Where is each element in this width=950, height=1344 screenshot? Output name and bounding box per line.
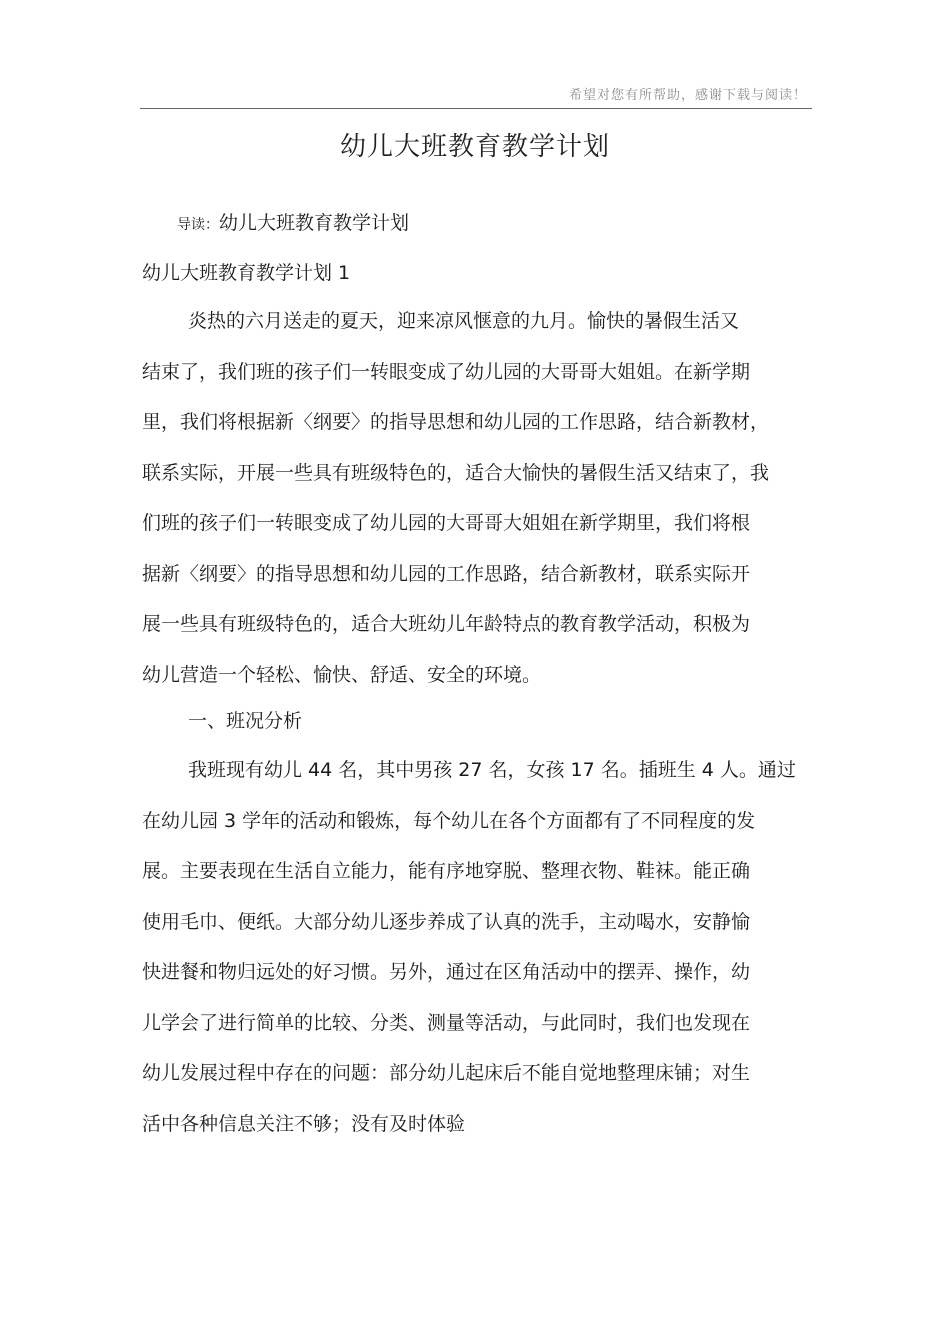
paragraph-line: 在幼儿园 3 学年的活动和锻炼，每个幼儿在各个方面都有了不同程度的发: [142, 809, 756, 832]
paragraph-intro: [142, 296, 814, 700]
paragraph-line: 展。主要表现在生活自立能力，能有序地穿脱、整理衣物、鞋袜。能正确: [142, 860, 751, 882]
header-divider: [140, 108, 812, 109]
paragraph-line: 幼儿营造一个轻松、愉快、舒适、安全的环境。: [142, 663, 542, 686]
document-title: 幼儿大班教育教学计划: [339, 132, 610, 162]
header-note: 希望对您有所帮助，感谢下载与阅读！: [568, 88, 807, 103]
lead-label: 导读：: [177, 217, 219, 233]
section-subheading: 幼儿大班教育教学计划 1: [142, 262, 351, 284]
paragraph-line: 使用毛巾、便纸。大部分幼儿逐步养成了认真的洗手，主动喝水，安静愉: [142, 910, 751, 933]
lead-text: 幼儿大班教育教学计划: [219, 212, 410, 234]
paragraph-line: 里，我们将根据新〈纲要〉的指导思想和幼儿园的工作思路，结合新教材，: [142, 411, 770, 433]
paragraph-line: 结束了，我们班的孩子们一转眼变成了幼儿园的大哥哥大姐姐。在新学期: [142, 360, 751, 383]
paragraph-line: 活中各种信息关注不够；没有及时体验: [142, 1112, 466, 1135]
paragraph-line: 幼儿发展过程中存在的问题：部分幼儿起床后不能自觉地整理床铺；对生: [142, 1062, 751, 1084]
paragraph-class-analysis: [142, 745, 814, 1149]
section-heading-block: [142, 696, 814, 747]
paragraph-line: 炎热的六月送走的夏天，迎来凉风惬意的九月。愉快的暑假生活又: [188, 310, 740, 332]
paragraph-line: 我班现有幼儿 44 名，其中男孩 27 名，女孩 17 名。插班生 4 人。通过: [188, 759, 796, 781]
paragraph-line: 展一些具有班级特色的，适合大班幼儿年龄特点的教育教学活动，积极为: [142, 613, 751, 635]
paragraph-line: 们班的孩子们一转眼变成了幼儿园的大哥哥大姐姐在新学期里，我们将根: [142, 512, 751, 534]
paragraph-line: 快进餐和物归远处的好习惯。另外，通过在区角活动中的摆弄、操作，幼: [142, 961, 751, 983]
lead-line: [177, 208, 409, 235]
paragraph-line: 儿学会了进行简单的比较、分类、测量等活动，与此同时，我们也发现在: [142, 1011, 751, 1034]
paragraph-line: 联系实际，开展一些具有班级特色的，适合大愉快的暑假生活又结束了，我: [142, 461, 770, 484]
paragraph-line: 据新〈纲要〉的指导思想和幼儿园的工作思路，结合新教材，联系实际开: [142, 562, 751, 585]
section-heading: 一、班况分析: [188, 710, 303, 732]
